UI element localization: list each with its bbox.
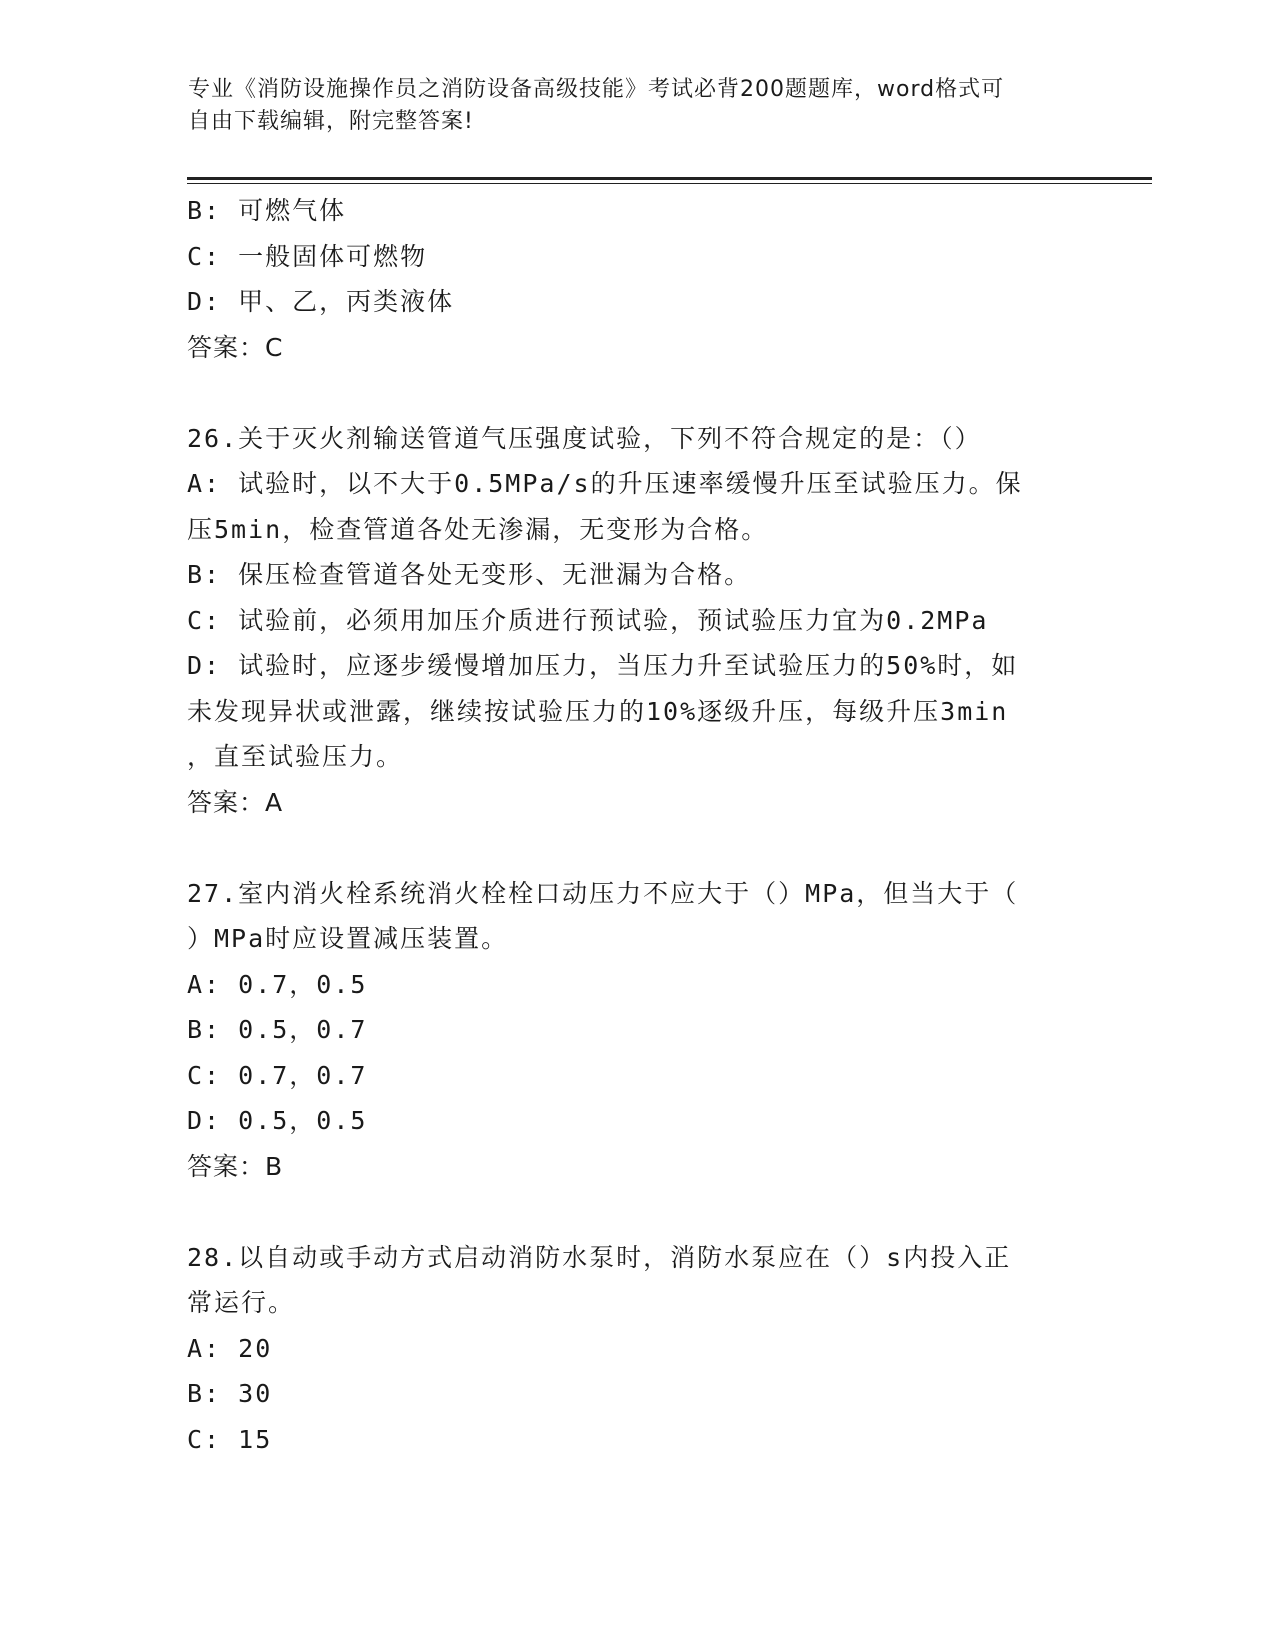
option-a: A: 试验时，以不大于0.5MPa/s的升压速率缓慢升压至试验压力。保: [187, 469, 1023, 498]
answer: 答案：A: [187, 787, 284, 817]
header-title-line-2: 自由下载编辑，附完整答案!: [188, 109, 474, 134]
question-stem: 27.室内消火栓系统消火栓栓口动压力不应大于（）MPa，但当大于（: [187, 878, 1019, 908]
question-25-tail: [187, 188, 1087, 370]
answer: 答案：C: [187, 332, 284, 362]
answer: 答案：B: [187, 1151, 284, 1181]
question-list: [187, 188, 1087, 1462]
option-d: D: 试验时，应逐步缓慢增加压力，当压力升至试验压力的50%时，如: [187, 651, 1019, 680]
option-c: C: 0.7，0.7: [187, 1060, 368, 1090]
spacer: [187, 370, 1087, 416]
option-c: C: 试验前，必须用加压介质进行预试验，预试验压力宜为0.2MPa: [187, 605, 989, 635]
question-26: [187, 416, 1087, 826]
option-d: D: 0.5，0.5: [187, 1106, 368, 1135]
spacer: [187, 1189, 1087, 1235]
header-title-line-1: 专业《消防设施操作员之消防设备高级技能》考试必背200题题库，word格式可: [188, 77, 1005, 102]
option-c: C: 一般固体可燃物: [187, 241, 428, 271]
option-a-continued: 压5min，检查管道各处无渗漏，无变形为合格。: [187, 514, 769, 544]
option-a: A: 0.7，0.5: [187, 969, 368, 999]
question-stem: 28.以自动或手动方式启动消防水泵时，消防水泵应在（）s内投入正: [187, 1242, 1012, 1272]
option-b: B: 可燃气体: [187, 196, 347, 225]
option-d-continued: ，直至试验压力。: [187, 742, 404, 771]
option-a: A: 20: [187, 1333, 273, 1363]
option-d: D: 甲、乙，丙类液体: [187, 287, 455, 316]
header-divider-thick: [187, 177, 1152, 180]
question-27: [187, 871, 1087, 1190]
option-b: B: 30: [187, 1379, 273, 1408]
spacer: [187, 825, 1087, 871]
document-header: [188, 74, 1068, 138]
question-28: [187, 1235, 1087, 1463]
option-c: C: 15: [187, 1424, 273, 1454]
option-b: B: 0.5，0.7: [187, 1015, 368, 1044]
header-divider-thin: [187, 183, 1152, 184]
option-d-continued: 未发现异状或泄露，继续按试验压力的10%逐级升压，每级升压3min: [187, 696, 1009, 726]
option-b: B: 保压检查管道各处无变形、无泄漏为合格。: [187, 560, 752, 589]
question-stem-continued: 常运行。: [187, 1288, 296, 1317]
question-stem: 26.关于灭火剂输送管道气压强度试验，下列不符合规定的是：（）: [187, 423, 982, 453]
question-stem-continued: ）MPa时应设置减压装置。: [187, 924, 509, 953]
